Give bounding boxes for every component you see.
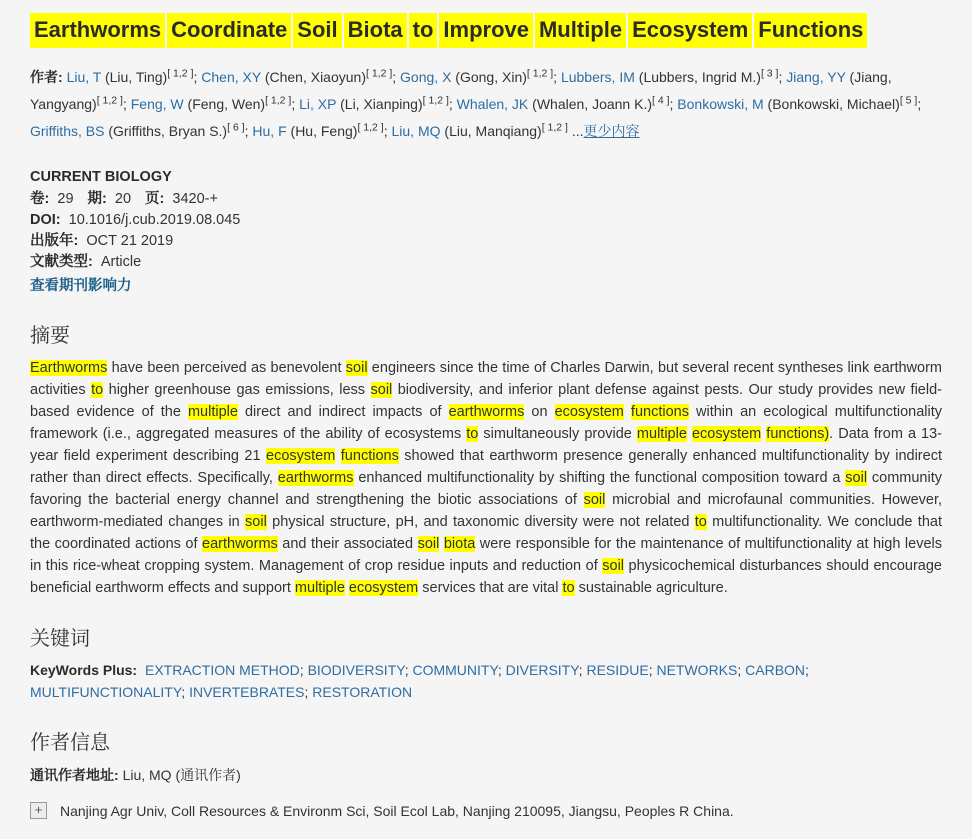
author-fullname: (Gong, Xin): [451, 69, 527, 85]
abstract-segment: physical structure, pH, and taxonomic diversity were not related: [266, 514, 695, 530]
author-affiliation-superscript: [ 1,2 ]: [265, 94, 292, 107]
highlighted-term: ecosystem: [691, 426, 762, 442]
author-affiliation-superscript: [ 1,2 ]: [366, 67, 393, 80]
keyword-link[interactable]: NETWORKS: [656, 662, 738, 678]
keyword-link[interactable]: RESTORATION: [312, 684, 413, 700]
keyword-link[interactable]: DIVERSITY: [505, 662, 579, 678]
title-word: Biota: [344, 13, 407, 48]
abstract-segment: within an ecological multifunctionality framework (i.e., aggregated measures of the ability of ecosystems: [30, 404, 942, 442]
author-list: [30, 64, 942, 145]
corresponding-address-label: 通讯作者地址:: [30, 767, 119, 783]
author-separator: ;: [553, 69, 561, 85]
volume-value: 29: [57, 191, 74, 207]
affiliation-row: [30, 802, 942, 819]
affiliation-address-text: Nanjing Agr Univ, Coll Resources & Environm Sci, Soil Ecol Lab, Nanjing 210095, Jiangsu, Peoples R China.: [60, 802, 734, 819]
abstract-segment: services that are vital: [418, 580, 563, 596]
highlighted-term: soil: [245, 514, 267, 530]
author-affiliation-superscript: [ 6 ]: [227, 121, 245, 134]
author-affiliation-superscript: [ 1,2 ]: [541, 121, 568, 134]
author-separator: ;: [392, 69, 401, 85]
corresponding-author-line: [30, 765, 942, 785]
abstract-segment: showed that earthworm presence generally enhanced multifunctionality by indirect rather than direct effects. Specifically,: [30, 448, 942, 486]
highlighted-term: earthworms: [277, 470, 354, 486]
keyword-separator: ;: [578, 662, 587, 678]
authors-label: 作者:: [30, 69, 63, 85]
pubyear-line: [30, 231, 942, 251]
abstract-segment: direct and indirect impacts of: [237, 404, 449, 420]
author-link[interactable]: Feng, W: [130, 96, 184, 112]
author-separator: ;: [291, 96, 300, 112]
corresponding-author-value: Liu, MQ (通讯作者): [122, 767, 241, 783]
keywords-heading: 关键词: [30, 628, 90, 650]
author-fullname: (Chen, Xiaoyun): [260, 69, 366, 85]
abstract-segment: . Data from a 13-year field experiment describing 21: [30, 426, 943, 464]
title-word: Soil: [293, 13, 341, 48]
author-link[interactable]: Li, XP: [299, 96, 337, 112]
journal-name: CURRENT BIOLOGY: [30, 169, 172, 185]
doi-label: DOI:: [30, 212, 61, 228]
issue-value: 20: [114, 191, 132, 207]
keyword-separator: ;: [497, 662, 506, 678]
doi-value: 10.1016/j.cub.2019.08.045: [68, 212, 241, 228]
author-info-heading: 作者信息: [30, 732, 110, 754]
pages-label: 页:: [145, 191, 165, 207]
highlighted-term: multiple: [187, 404, 238, 420]
doi-line: [30, 210, 942, 230]
abstract-segment: multifunctionality. We conclude that the coordinated actions of: [30, 514, 942, 552]
page-title: [30, 13, 942, 48]
highlighted-term: functions: [630, 404, 689, 420]
keyword-link[interactable]: MULTIFUNCTIONALITY: [30, 684, 182, 700]
author-link[interactable]: Liu, MQ: [391, 123, 441, 139]
author-separator: ;: [383, 123, 392, 139]
pubyear-label: 出版年:: [30, 233, 79, 249]
pubyear-value: OCT 21 2019: [86, 233, 174, 249]
author-link[interactable]: Hu, F: [252, 123, 287, 139]
abstract-segment: biodiversity, and inferior plant defense against pests. Our study provides new field-based evidence of the: [30, 382, 942, 420]
abstract-segment: physicochemical disturbances should encourage beneficial earthworm effects and support: [30, 558, 942, 596]
authors-ellipsis: ...: [567, 123, 584, 139]
author-affiliation-superscript: [ 1,2 ]: [96, 94, 123, 107]
highlighted-term: soil: [583, 492, 606, 508]
title-word: to: [409, 13, 438, 48]
abstract-segment: enhanced multifunctionality by shifting the functional composition toward a: [353, 470, 846, 486]
journal-info: [30, 167, 942, 296]
author-separator: ;: [448, 96, 457, 112]
author-fullname: (Liu, Manqiang): [440, 123, 542, 139]
abstract-segment: sustainable agriculture.: [574, 580, 728, 596]
author-fullname: (Whalen, Joann K.): [528, 96, 652, 112]
highlighted-term: ecosystem: [266, 448, 336, 464]
author-separator: ;: [778, 69, 787, 85]
highlighted-term: to: [694, 514, 707, 530]
author-affiliation-superscript: [ 1,2 ]: [422, 94, 449, 107]
highlighted-term: to: [466, 426, 479, 442]
highlighted-term: earthworms: [448, 404, 525, 420]
keyword-link[interactable]: CARBON: [745, 662, 806, 678]
author-fullname: (Feng, Wen): [183, 96, 266, 112]
title-word: Ecosystem: [628, 13, 752, 48]
highlighted-term: multiple: [294, 580, 345, 596]
author-link[interactable]: Liu, T: [66, 69, 102, 85]
keyword-separator: ;: [181, 684, 190, 700]
author-affiliation-superscript: [ 4 ]: [652, 94, 670, 107]
abstract-segment: [624, 404, 631, 420]
title-word: Improve: [439, 13, 533, 48]
highlighted-term: soil: [345, 360, 368, 376]
abstract-segment: were responsible for the maintenance of multifunctionality at high levels in this rice-wheat cropping system. Management of crop residue inputs and reduction of: [30, 536, 942, 574]
keywords-plus-label: KeyWords Plus:: [30, 662, 138, 678]
keyword-separator: ;: [304, 684, 313, 700]
keywords-line: [30, 659, 942, 703]
keyword-link[interactable]: RESIDUE: [586, 662, 649, 678]
keyword-separator: ;: [648, 662, 657, 678]
author-separator: ;: [244, 123, 253, 139]
doctype-line: [30, 252, 942, 272]
abstract-heading: 摘要: [30, 325, 70, 347]
author-affiliation-superscript: [ 1,2 ]: [167, 67, 194, 80]
author-separator: ;: [917, 96, 922, 112]
author-affiliation-superscript: [ 1,2 ]: [526, 67, 554, 80]
abstract-segment: on: [524, 404, 555, 420]
abstract-segment: and their associated: [277, 536, 418, 552]
highlighted-term: soil: [370, 382, 393, 398]
keyword-separator: ;: [404, 662, 413, 678]
highlighted-term: to: [562, 580, 575, 596]
highlighted-term: Earthworms: [30, 360, 108, 376]
show-less-link[interactable]: 更少内容: [583, 123, 640, 139]
author-fullname: (Lubbers, Ingrid M.): [634, 69, 761, 85]
highlighted-term: soil: [417, 536, 440, 552]
keyword-link[interactable]: BIODIVERSITY: [307, 662, 405, 678]
author-fullname: (Bonkowski, Michael): [763, 96, 900, 112]
highlighted-term: biota: [443, 536, 476, 552]
author-fullname: (Liu, Ting): [101, 69, 168, 85]
highlighted-term: to: [91, 382, 104, 398]
highlighted-term: ecosystem: [554, 404, 624, 420]
volume-issue-pages-line: [30, 189, 942, 209]
abstract-segment: engineers since the time of Charles Darwin, but several recent syntheses link earthworm activities: [30, 360, 942, 398]
doctype-value: Article: [100, 254, 142, 270]
author-link[interactable]: Whalen, JK: [456, 96, 529, 112]
author-fullname: (Griffiths, Bryan S.): [104, 123, 228, 139]
title-word: Multiple: [535, 13, 626, 48]
highlighted-term: earthworms: [202, 536, 278, 552]
issue-label: 期:: [87, 191, 107, 207]
abstract-text: [30, 357, 942, 599]
author-separator: ;: [669, 96, 678, 112]
keyword-separator: ;: [737, 662, 746, 678]
highlighted-term: functions: [340, 448, 399, 464]
author-link[interactable]: Griffiths, BS: [30, 123, 105, 139]
author-link[interactable]: Gong, X: [400, 69, 452, 85]
journal-impact-link[interactable]: 查看期刊影响力: [30, 278, 132, 294]
author-link[interactable]: Jiang, YY: [786, 69, 846, 85]
author-separator: ;: [122, 96, 131, 112]
author-fullname: (Hu, Feng): [286, 123, 358, 139]
author-fullname: (Li, Xianping): [336, 96, 423, 112]
abstract-segment: higher greenhouse gas emissions, less: [103, 382, 371, 398]
title-word: Functions: [754, 13, 867, 48]
highlighted-term: functions): [766, 426, 830, 442]
author-link[interactable]: Lubbers, IM: [560, 69, 635, 85]
keyword-link[interactable]: COMMUNITY: [412, 662, 498, 678]
abstract-segment: [335, 448, 340, 464]
expand-address-button[interactable]: +: [30, 802, 47, 819]
abstract-segment: community favoring the bacterial energy channel and strengthening the biotic associations of: [30, 470, 942, 508]
volume-label: 卷:: [30, 191, 50, 207]
author-affiliation-superscript: [ 1,2 ]: [357, 121, 384, 134]
highlighted-term: multiple: [636, 426, 687, 442]
doctype-label: 文献类型:: [30, 254, 93, 270]
keyword-separator: ;: [299, 662, 308, 678]
author-separator: ;: [193, 69, 202, 85]
author-affiliation-superscript: [ 3 ]: [760, 67, 779, 80]
author-affiliation-superscript: [ 5 ]: [899, 94, 918, 107]
keyword-separator: ;: [805, 662, 809, 678]
author-fullname: (Jiang, Yangyang): [30, 69, 892, 112]
abstract-segment: microbial and microfaunal communities. However, earthworm-mediated changes in: [30, 492, 943, 530]
pages-value: 3420-+: [172, 191, 218, 207]
author-link[interactable]: Bonkowski, M: [677, 96, 764, 112]
author-link[interactable]: Chen, XY: [201, 69, 261, 85]
abstract-segment: have been perceived as benevolent: [107, 360, 346, 376]
highlighted-term: soil: [845, 470, 868, 486]
highlighted-term: ecosystem: [348, 580, 419, 596]
title-word: Earthworms: [30, 13, 165, 48]
highlighted-term: soil: [602, 558, 625, 574]
keyword-link[interactable]: EXTRACTION METHOD: [145, 662, 300, 678]
keyword-link[interactable]: INVERTEBRATES: [189, 684, 305, 700]
abstract-segment: simultaneously provide: [478, 426, 637, 442]
title-word: Coordinate: [167, 13, 291, 48]
